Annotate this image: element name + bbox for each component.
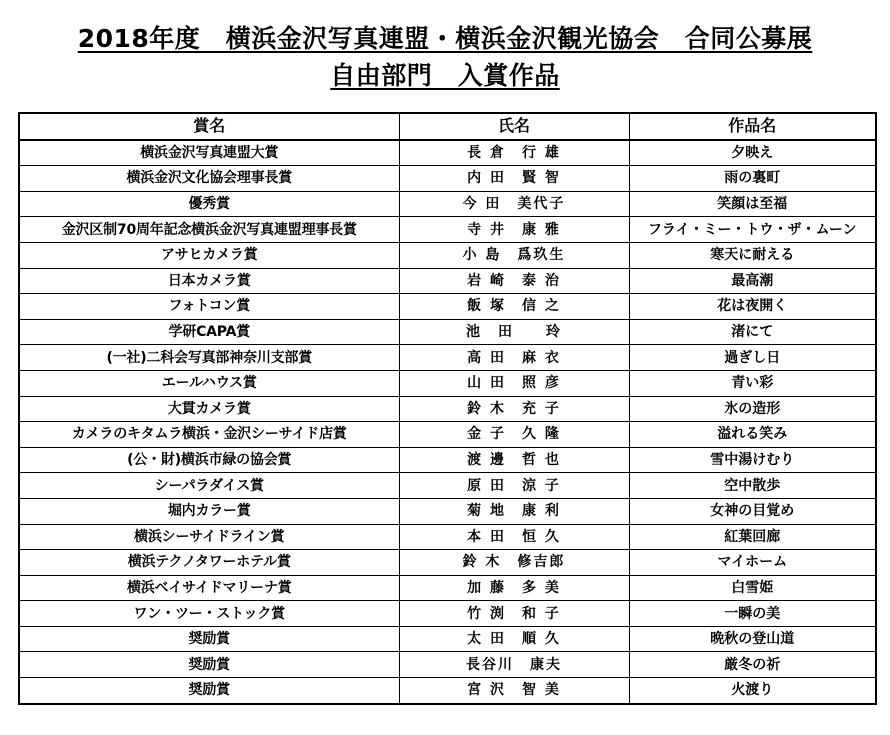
header-name: 氏名 (399, 113, 629, 140)
table-row (19, 575, 876, 601)
award-name-cell: 奨励賞 (19, 652, 399, 678)
work-title-cell: 寒天に耐える (629, 242, 876, 268)
work-title-cell: マイホーム (629, 550, 876, 576)
winner-name-cell: 菊 地 康 利 (399, 498, 629, 524)
awards-table (18, 112, 877, 705)
winner-name-cell: 内 田 賢 智 (399, 166, 629, 192)
award-name-cell: 金沢区制70周年記念横浜金沢写真連盟理事長賞 (19, 217, 399, 243)
winner-name-cell: 鈴 木 充 子 (399, 396, 629, 422)
table-row (19, 294, 876, 320)
winner-name-cell: 宮 沢 智 美 (399, 678, 629, 704)
table-row (19, 473, 876, 499)
work-title-cell: 一瞬の美 (629, 601, 876, 627)
work-title-cell: 渚にて (629, 319, 876, 345)
work-title-cell: 氷の造形 (629, 396, 876, 422)
table-row (19, 447, 876, 473)
table-row (19, 370, 876, 396)
table-header-row (19, 113, 876, 140)
winner-name-cell: 金 子 久 隆 (399, 422, 629, 448)
work-title-cell: 最高潮 (629, 268, 876, 294)
award-name-cell: 優秀賞 (19, 191, 399, 217)
document-title-text: 2018年度 横浜金沢写真連盟・横浜金沢観光協会 合同公募展 (77, 24, 813, 53)
winner-name-cell: 鈴 木 修吉郎 (399, 550, 629, 576)
work-title-cell: フライ・ミー・トウ・ザ・ムーン (629, 217, 876, 243)
award-name-cell: (公・財)横浜市緑の協会賞 (19, 447, 399, 473)
table-row (19, 268, 876, 294)
header-work: 作品名 (629, 113, 876, 140)
work-title-cell: 紅葉回廊 (629, 524, 876, 550)
winner-name-cell: 竹 渕 和 子 (399, 601, 629, 627)
table-row (19, 498, 876, 524)
award-name-cell: 横浜ベイサイドマリーナ賞 (19, 575, 399, 601)
award-name-cell: 日本カメラ賞 (19, 268, 399, 294)
work-title-cell: 火渡り (629, 678, 876, 704)
table-row (19, 626, 876, 652)
table-row (19, 678, 876, 704)
work-title-cell: 空中散歩 (629, 473, 876, 499)
winner-name-cell: 山 田 照 彦 (399, 370, 629, 396)
award-name-cell: フォトコン賞 (19, 294, 399, 320)
table-row (19, 166, 876, 192)
table-row (19, 319, 876, 345)
award-name-cell: アサヒカメラ賞 (19, 242, 399, 268)
table-body (19, 140, 876, 704)
winner-name-cell: 太 田 順 久 (399, 626, 629, 652)
work-title-cell: 溢れる笑み (629, 422, 876, 448)
work-title-cell: 青い彩 (629, 370, 876, 396)
document-subtitle (0, 61, 890, 91)
document-title (0, 24, 890, 54)
winner-name-cell: 池 田 玲 (399, 319, 629, 345)
work-title-cell: 過ぎし日 (629, 345, 876, 371)
award-name-cell: ワン・ツー・ストック賞 (19, 601, 399, 627)
award-name-cell: エールハウス賞 (19, 370, 399, 396)
table-row (19, 422, 876, 448)
work-title-cell: 雨の裏町 (629, 166, 876, 192)
table-row (19, 652, 876, 678)
table-row (19, 242, 876, 268)
winner-name-cell: 高 田 麻 衣 (399, 345, 629, 371)
winner-name-cell: 寺 井 康 雅 (399, 217, 629, 243)
table-row (19, 191, 876, 217)
header-award: 賞名 (19, 113, 399, 140)
work-title-cell: 晩秋の登山道 (629, 626, 876, 652)
winner-name-cell: 岩 崎 泰 治 (399, 268, 629, 294)
table-row (19, 345, 876, 371)
work-title-cell: 厳冬の祈 (629, 652, 876, 678)
work-title-cell: 夕映え (629, 140, 876, 166)
work-title-cell: 雪中湯けむり (629, 447, 876, 473)
winner-name-cell: 長 倉 行 雄 (399, 140, 629, 166)
award-name-cell: 奨励賞 (19, 678, 399, 704)
award-name-cell: 横浜金沢文化協会理事長賞 (19, 166, 399, 192)
winner-name-cell: 長谷川 康夫 (399, 652, 629, 678)
award-name-cell: 横浜テクノタワーホテル賞 (19, 550, 399, 576)
award-name-cell: 横浜シーサイドライン賞 (19, 524, 399, 550)
winner-name-cell: 渡 邊 哲 也 (399, 447, 629, 473)
table-row (19, 550, 876, 576)
table-row (19, 524, 876, 550)
award-name-cell: 横浜金沢写真連盟大賞 (19, 140, 399, 166)
table-row (19, 601, 876, 627)
award-name-cell: (一社)二科会写真部神奈川支部賞 (19, 345, 399, 371)
award-name-cell: カメラのキタムラ横浜・金沢シーサイド店賞 (19, 422, 399, 448)
work-title-cell: 女神の目覚め (629, 498, 876, 524)
winner-name-cell: 原 田 涼 子 (399, 473, 629, 499)
work-title-cell: 笑顔は至福 (629, 191, 876, 217)
winner-name-cell: 飯 塚 信 之 (399, 294, 629, 320)
award-name-cell: 堀内カラー賞 (19, 498, 399, 524)
document-subtitle-text: 自由部門 入賞作品 (330, 61, 560, 90)
winner-name-cell: 小 島 爲玖生 (399, 242, 629, 268)
award-name-cell: シーパラダイス賞 (19, 473, 399, 499)
winner-name-cell: 加 藤 多 美 (399, 575, 629, 601)
work-title-cell: 花は夜開く (629, 294, 876, 320)
table-row (19, 217, 876, 243)
table-row (19, 396, 876, 422)
table-row (19, 140, 876, 166)
winner-name-cell: 今 田 美代子 (399, 191, 629, 217)
work-title-cell: 白雪姫 (629, 575, 876, 601)
winner-name-cell: 本 田 恒 久 (399, 524, 629, 550)
award-name-cell: 奨励賞 (19, 626, 399, 652)
award-name-cell: 大貫カメラ賞 (19, 396, 399, 422)
award-name-cell: 学研CAPA賞 (19, 319, 399, 345)
